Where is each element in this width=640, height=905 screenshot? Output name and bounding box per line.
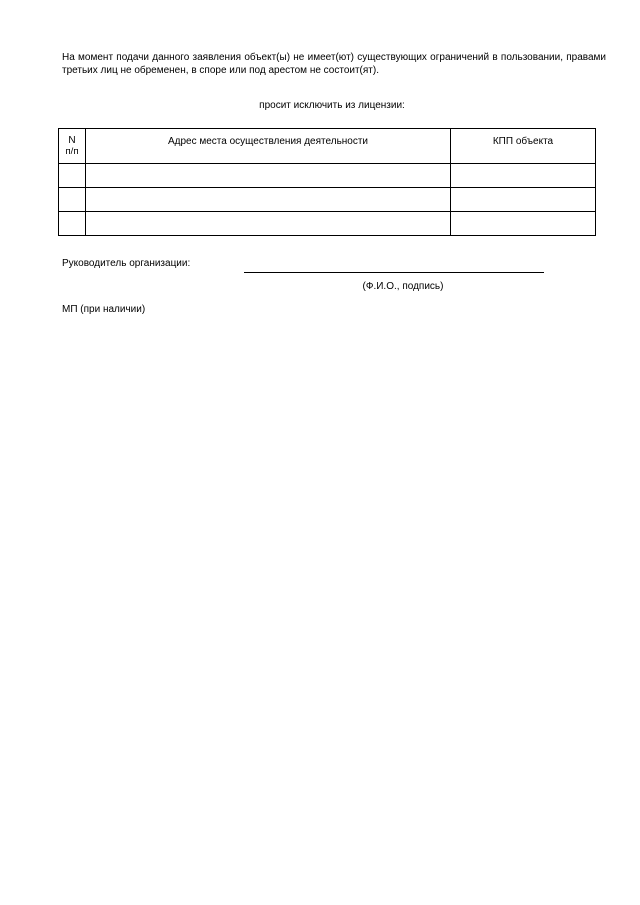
- signature-caption: (Ф.И.О., подпись): [362, 281, 444, 292]
- cell-address[interactable]: [86, 188, 451, 212]
- signature-label: Руководитель организации:: [62, 258, 191, 269]
- cell-number[interactable]: [59, 212, 86, 236]
- table-row: [59, 188, 596, 212]
- header-number: [59, 129, 86, 164]
- objects-table: [58, 128, 596, 236]
- header-number-line1: N: [68, 135, 76, 146]
- cell-kpp[interactable]: [451, 212, 596, 236]
- cell-number[interactable]: [59, 188, 86, 212]
- intro-paragraph: На момент подачи данного заявления объект(ы) не имеет(ют) существующих ограничений в пользовании, правами третьих лиц не обременен, в споре или под арестом не состоит(ят).: [62, 52, 606, 76]
- cell-number[interactable]: [59, 164, 86, 188]
- cell-address[interactable]: [86, 164, 451, 188]
- table-row: [59, 164, 596, 188]
- header-address-label: Адрес места осуществления деятельности: [167, 136, 369, 147]
- header-number-line2: п/п: [65, 146, 79, 157]
- cell-address[interactable]: [86, 212, 451, 236]
- cell-kpp[interactable]: [451, 164, 596, 188]
- signature-line[interactable]: [244, 272, 544, 273]
- stamp-note: МП (при наличии): [62, 304, 146, 315]
- request-line: просит исключить из лицензии:: [259, 100, 405, 111]
- cell-kpp[interactable]: [451, 188, 596, 212]
- table-header-row: [59, 129, 596, 164]
- header-kpp: [451, 129, 596, 164]
- header-address: [86, 129, 451, 164]
- header-kpp-label: КПП объекта: [492, 136, 554, 147]
- table-row: [59, 212, 596, 236]
